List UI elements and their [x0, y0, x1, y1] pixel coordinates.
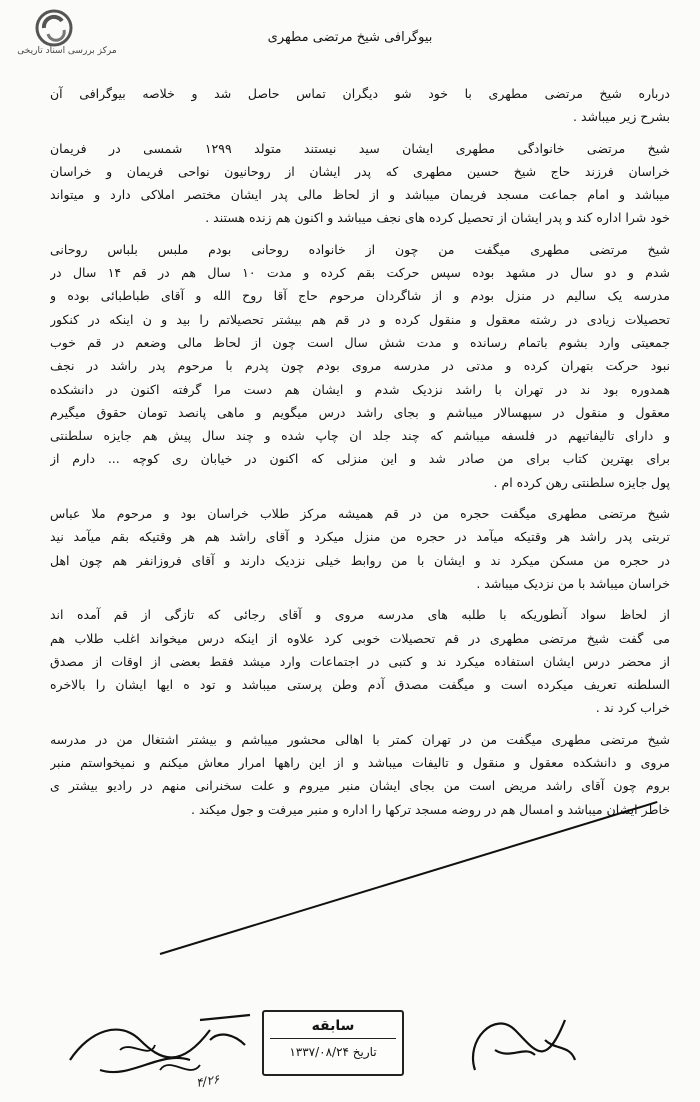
- text-line: خراب کرد ند .: [595, 700, 670, 716]
- paragraph: [50, 728, 670, 821]
- text-line: تربتی پدر راشد هر وقتیکه میآمد در حجره من منزل میکرد و آقای راشد هم هر وقتیکه بقم میآمد نید: [50, 529, 670, 545]
- text-line: تحصیلات زیادی در رشته معقول و منقول کرده و در قم هم بیشتر تحصیلاتم را بید و ن اینکه در کنکور: [50, 311, 670, 327]
- text-line: پول جایزه سلطنتی رهن کرده ام .: [493, 474, 670, 490]
- text-line: شیخ مرتضی خانوادگی مطهری ایشان سید نیستند متولد ۱۲۹۹ شمسی در فریمان: [50, 140, 670, 156]
- text-line: مدرسه یک سالیم در منزل بودم و از شاگردان مرحوم حاج آقا روح الله و آقای طباطبائی بوده و: [50, 288, 670, 304]
- text-line: جمعیتی وارد بشوم باتمام رسانده و مدت شش سال است چون از لحاظ مالی وضعم در قم خوب: [50, 334, 670, 350]
- paragraph: [50, 603, 670, 719]
- text-line: مروی و دانشکده معقول و منقول و تالیفات میباشد و از این راهها امرار معاش میکنم و نمیخواستم منبر: [50, 755, 670, 771]
- document-body: [50, 82, 670, 821]
- text-line: شیخ مرتضی مطهری میگفت من چون از خانواده روحانی بودم ملبس بلباس روحانی: [50, 241, 670, 257]
- paragraph-gap: [50, 230, 670, 238]
- text-line: همدوره بود ند در تهران با راشد نزدیک شدم و ایشان هم دست مرا گرفته اکنون در دانشکده: [50, 381, 670, 397]
- text-line: نبود حرکت بتهران کرده و مدتی در مدرسه مروی بودم چون پدرم با مرحوم پدر راشد در نجف: [50, 358, 670, 374]
- text-line: خراسان میباشد با من نزدیک میباشد .: [476, 575, 670, 591]
- text-line: بروم چون آقای راشد مریض است من بجای ایشان منبر میروم و علت سخنرانی منهم در رادیو بیشتر ی: [50, 778, 670, 794]
- logo-caption: مرکز بررسی اسناد تاریخی: [17, 46, 117, 56]
- stamp-date: تاریخ ۱۳۳۷/۰۸/۲۴: [289, 1045, 377, 1059]
- text-line: بشرح زیر میباشد .: [573, 109, 670, 125]
- paragraph-gap: [50, 720, 670, 728]
- text-line: خود شرا اداره کند و پدر ایشان از تحصیل کرده های نجف میباشد و اکنون هم زنده هستند .: [205, 210, 670, 226]
- paragraph-gap: [50, 129, 670, 137]
- text-line: درباره شیخ مرتضی مطهری با خود شو دیگران تماس حاصل شد و خلاصه بیوگرافی آن: [50, 86, 670, 101]
- signature-right: [455, 1000, 585, 1090]
- paragraph: [50, 502, 670, 595]
- signature-left: [60, 1000, 260, 1100]
- text-line: السلطنه تعریف میکرده است و میگفت مصدق آدم وطن پرستی میباشد و تود ه ایها ایشان را بالاخره: [50, 677, 670, 693]
- paragraph: [50, 82, 670, 129]
- paragraph-gap: [50, 595, 670, 603]
- text-line: از لحاظ سواد آنطوریکه با طلبه های مدرسه مروی و آقای رجائی که تازگی از قم آمده اند: [50, 607, 670, 623]
- text-line: شیخ مرتضی مطهری میگفت حجره من در قم همیشه مرکز طلاب خراسان بود و مرحوم ملا عباس: [50, 506, 670, 522]
- paragraph: [50, 137, 670, 230]
- text-line: شیخ مرتضی مطهری میگفت من در تهران کمتر با اهالی محشور میباشم و بیشتر اشتغال من در مدرسه: [50, 731, 670, 747]
- record-stamp: [262, 1010, 404, 1076]
- text-line: شدم و دو سال در مشهد بوده سپس حرکت بقم کرده و مدت ۱۰ سال هم در قم ۱۴ سال در: [50, 265, 670, 281]
- stamp-divider: [270, 1038, 396, 1039]
- text-line: می گفت شیخ مرتضی مطهری در قم تحصیلات خوبی کرد علاوه از اینکه درس میخواند اغلب طلاب هم: [50, 630, 670, 646]
- document-title: بیوگرافی شیخ مرتضی مطهری: [267, 30, 433, 45]
- text-line: در حجره من مسکن میکرد ند و ایشان با من روابط خیلی نزدیک دارند و آقای فروزانفر هم چون اهل: [50, 552, 670, 568]
- signature-date: ۴/۲۶: [194, 1072, 221, 1090]
- cancellation-line: [160, 801, 658, 955]
- paragraph-gap: [50, 494, 670, 502]
- text-line: معقول و منقول در سپهسالار میباشم و بجای راشد درس میگویم و ماهی پانصد تومان حقوق میگیرم: [50, 404, 670, 420]
- text-line: میباشد و امام جماعت مسجد فریمان میباشد و از لحاظ مالی پدر ایشان مختصر املاکی دارد و میتواند: [50, 187, 670, 203]
- text-line: و دارای تالیفاتیهم در فلسفه میباشم که چند جلد ان چاپ شده و چند سال پیش هم جایزه سلطنتی: [50, 428, 670, 444]
- paragraph: [50, 238, 670, 494]
- text-line: خاطر ایشان میباشد و امسال هم در روضه مسجد ترکها را اداره و منبر میرفت و جول میکند .: [191, 801, 670, 817]
- stamp-title: سابقه: [311, 1018, 355, 1034]
- archive-center-logo-icon: [34, 8, 74, 48]
- text-line: برای بهترین کتاب برای من صادر شد و این منزلی که اکنون در خیابان ری کوچه ... دارم از: [50, 451, 670, 467]
- text-line: از محضر درس ایشان استفاده میکرد ند و کتبی در اجتماعات وارد میشد فقط بعضی از اوقات از مصدق: [50, 653, 670, 669]
- text-line: خراسان فرزند حاج شیخ حسین مطهری که پدر ایشان از روحانیون نواحی فریمان و خراسان: [50, 163, 670, 179]
